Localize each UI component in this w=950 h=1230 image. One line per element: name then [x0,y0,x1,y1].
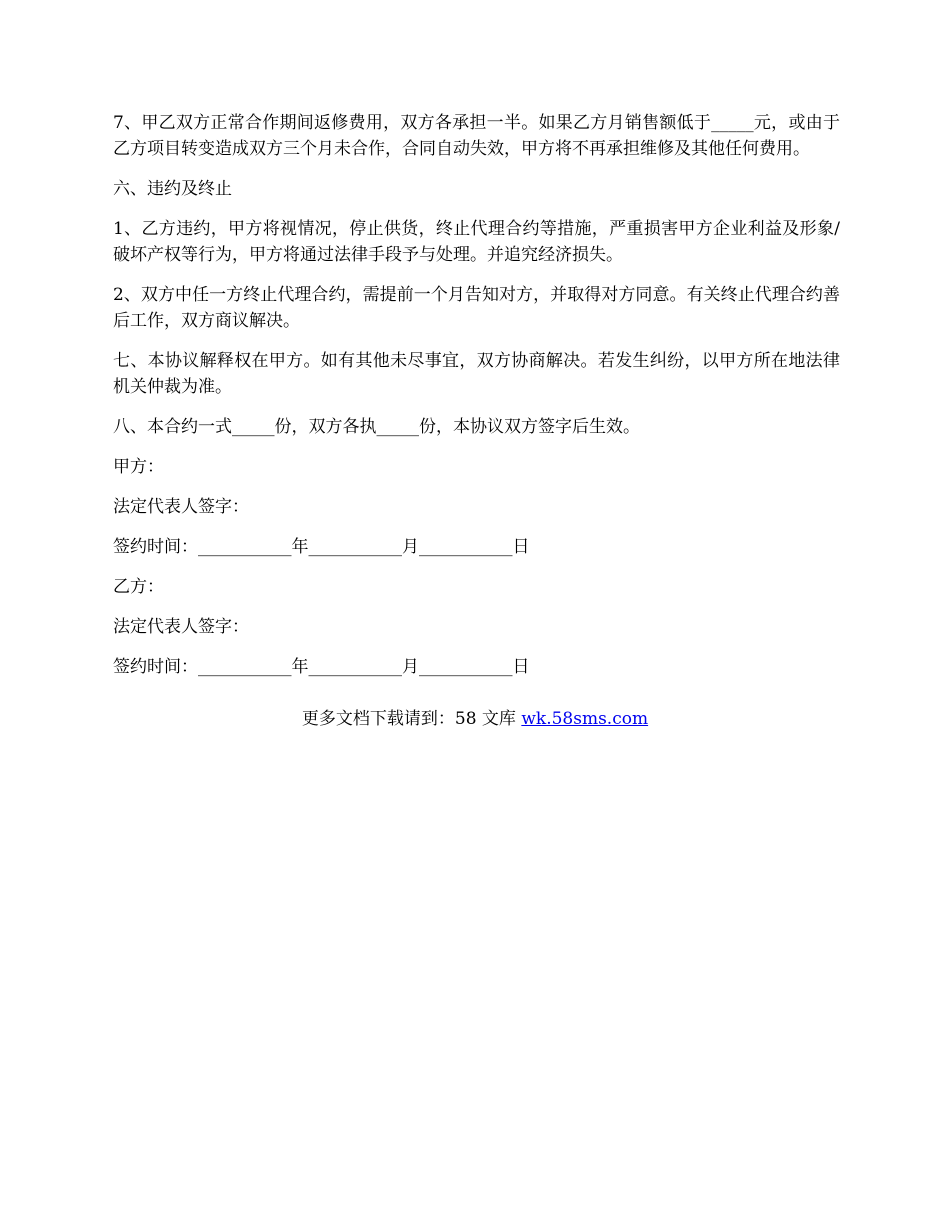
clause-breach-1: 1、乙方违约，甲方将视情况，停止供货，终止代理合约等措施，严重损害甲方企业利益及形象/破坏产权等行为，甲方将通过法律手段予与处理。并追究经济损失。 [113,219,840,265]
footer-text: 更多文档下载请到：58 文库 [301,709,522,729]
party-a-label: 甲方： [113,457,164,477]
clause-termination-2: 2、双方中任一方终止代理合约，需提前一个月告知对方，并取得对方同意。有关终止代理合约善后工作，双方商议解决。 [113,285,840,331]
party-a-representative-signature: 法定代表人签字： [113,497,249,517]
footer [0,706,950,732]
section-heading-breach-termination: 六、违约及终止 [113,179,232,199]
document-body [113,110,840,694]
clause-7-repair-costs: 7、甲乙双方正常合作期间返修费用，双方各承担一半。如果乙方月销售额低于_____元，或由于乙方项目转变造成双方三个月未合作，合同自动失效，甲方将不再承担维修及其他任何费用。 [113,113,840,159]
footer-link[interactable]: wk.58sms.com [521,709,649,729]
party-a-signing-date: 签约时间：___________年___________月___________日 [113,537,530,557]
section-interpretation-rights: 七、本协议解释权在甲方。如有其他未尽事宜，双方协商解决。若发生纠纷，以甲方所在地法律机关仲裁为准。 [113,351,840,397]
party-b-label: 乙方： [113,577,164,597]
party-b-signing-date: 签约时间：___________年___________月___________日 [113,657,530,677]
section-copies-effectiveness: 八、本合约一式_____份，双方各执_____份，本协议双方签字后生效。 [113,417,640,437]
party-b-representative-signature: 法定代表人签字： [113,617,249,637]
